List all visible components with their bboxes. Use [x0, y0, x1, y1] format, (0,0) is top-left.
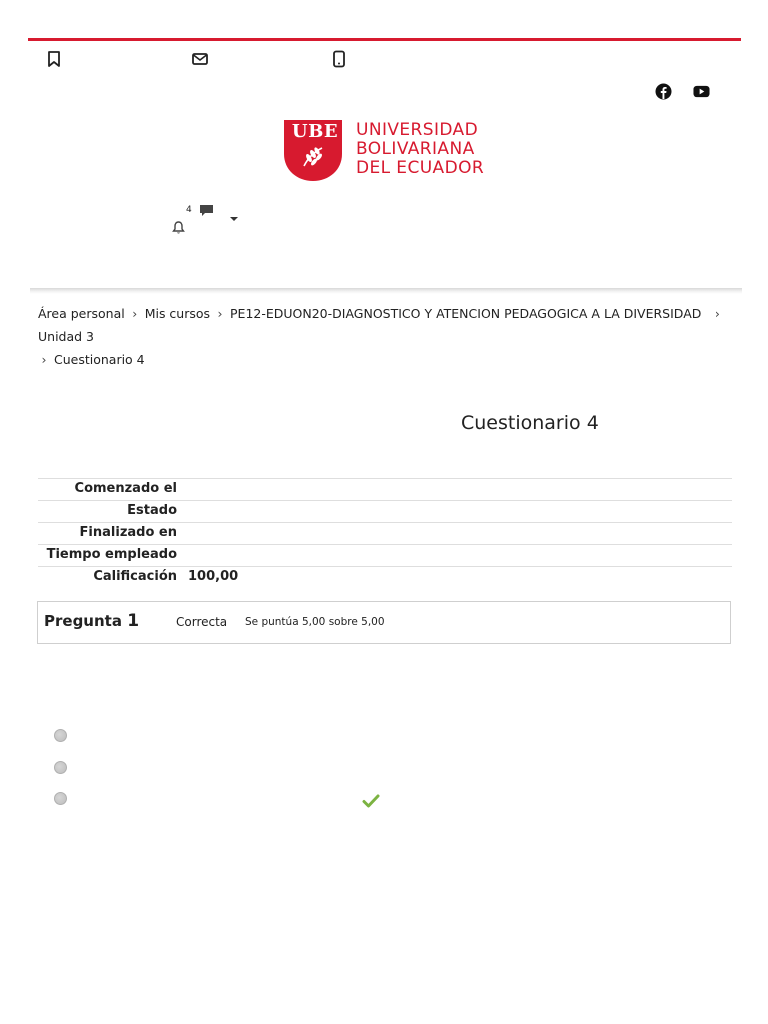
- summary-row: [38, 500, 732, 522]
- summary-label: Tiempo empleado: [46, 547, 177, 562]
- summary-label: Comenzado el: [74, 481, 177, 496]
- answer-radio-3[interactable]: [54, 792, 67, 805]
- summary-label: Calificación: [93, 569, 177, 584]
- logo-wordmark: [356, 121, 484, 178]
- logo-badge-text: UBE: [291, 121, 339, 142]
- question-number-value: 1: [127, 611, 140, 631]
- summary-row: [38, 522, 732, 544]
- facebook-icon[interactable]: [655, 83, 672, 100]
- correct-check-icon: [362, 793, 380, 809]
- bookmark-icon[interactable]: [45, 50, 63, 68]
- breadcrumb-item-mis-cursos[interactable]: Mis cursos: [144, 306, 211, 321]
- question-number: [44, 611, 139, 631]
- caret-down-icon[interactable]: [229, 208, 239, 216]
- bell-icon[interactable]: [172, 220, 185, 234]
- chat-icon[interactable]: [199, 203, 215, 217]
- page-title: Cuestionario 4: [461, 412, 599, 434]
- logo-line: DEL ECUADOR: [356, 158, 485, 178]
- header-divider: [30, 288, 742, 294]
- envelope-icon[interactable]: [191, 50, 209, 68]
- top-accent-bar: [28, 38, 741, 41]
- summary-row: [38, 544, 732, 566]
- chevron-right-icon: ›: [41, 352, 47, 367]
- chevron-right-icon: ›: [714, 306, 720, 321]
- summary-value: 100,00: [188, 569, 239, 584]
- answer-radio-1[interactable]: [54, 729, 67, 742]
- question-label: Pregunta: [44, 612, 122, 630]
- logo-line: BOLIVARIANA: [356, 139, 475, 159]
- breadcrumb-item-area-personal[interactable]: Área personal: [38, 306, 125, 321]
- message-count-badge: 4: [186, 205, 192, 215]
- logo-line: UNIVERSIDAD: [356, 120, 479, 140]
- summary-row: [38, 566, 732, 588]
- summary-row: [38, 478, 732, 500]
- summary-label: Finalizado en: [79, 525, 177, 540]
- youtube-icon[interactable]: [693, 83, 710, 100]
- breadcrumb-item-unidad[interactable]: Unidad 3: [38, 329, 94, 344]
- question-info-box: [37, 601, 731, 644]
- mobile-phone-icon[interactable]: [330, 50, 348, 68]
- breadcrumb: [38, 302, 738, 371]
- chevron-right-icon: ›: [217, 306, 223, 321]
- breadcrumb-item-course[interactable]: PE12-EDUON20-DIAGNOSTICO Y ATENCION PEDAGOGICA A LA DIVERSIDAD: [230, 306, 702, 321]
- question-state: Correcta: [176, 615, 228, 629]
- breadcrumb-item-quiz[interactable]: Cuestionario 4: [53, 352, 145, 367]
- answer-radio-2[interactable]: [54, 761, 67, 774]
- question-grade: Se puntúa 5,00 sobre 5,00: [245, 616, 385, 628]
- chevron-right-icon: ›: [132, 306, 138, 321]
- attempt-summary-table: [38, 478, 732, 588]
- summary-label: Estado: [127, 503, 177, 518]
